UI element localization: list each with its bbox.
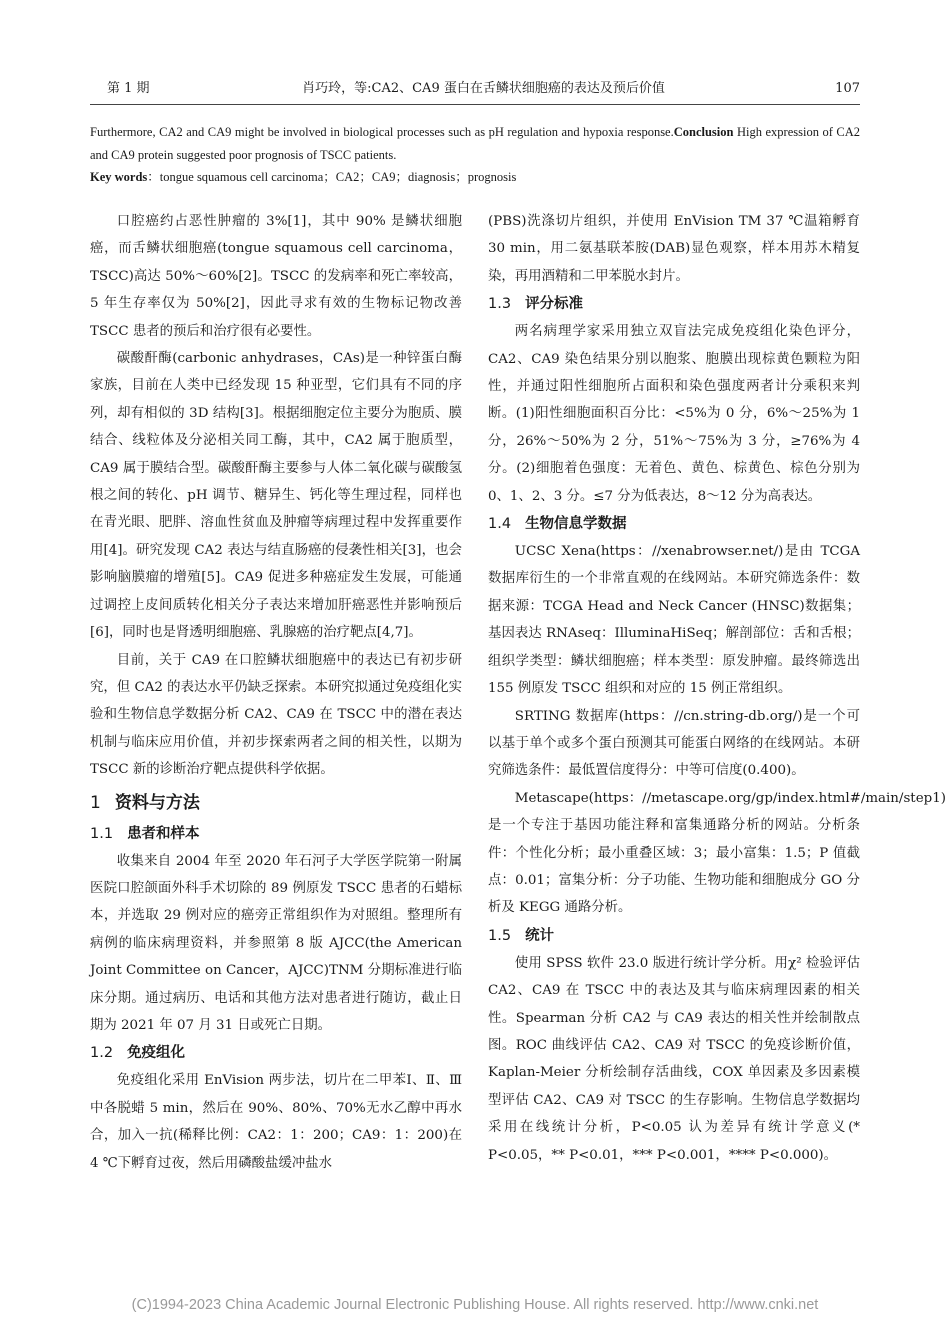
issue-number: 第 1 期 <box>107 81 150 96</box>
ucsc-paragraph: UCSC Xena(https：//xenabrowser.net/)是由 TCGA 数据库衍生的一个非常直观的在线网站。本研究筛选条件：数据来源：TCGA Head and Neck Cancer (HNSC)数据集；基因表达 RNAseq：IlluminaHiSeq；解剖部位：舌和舌根；组织学类型：鳞状细胞癌；样本类型：原发肿瘤。最终筛选出 155 例原发 TSCC 组织和对应的 15 例正常组织。 <box>488 544 860 697</box>
left-column <box>90 208 462 1177</box>
patients-paragraph: 收集来自 2004 年至 2020 年石河子大学医学院第一附属医院口腔颌面外科手术切除的 89 例原发 TSCC 患者的石蜡标本，并选取 29 例对应的癌旁正常组织作为对照组。整理所有病例的临床病理资料，并参照第 8 版 AJCC(the American Joint Committee on Cancer，AJCC)TNM 分期标准进行临床分期。通过病历、电话和其他方法对患者进行随访，截止日期为 2021 年 07 月 31 日或死亡日期。 <box>90 853 462 1033</box>
subsection-heading-1-4 <box>488 510 860 538</box>
intro-paragraph-2: 碳酸酐酶(carbonic anhydrases，CAs)是一种锌蛋白酶家族，目前在人类中已经发现 15 种亚型，它们具有不同的序列，却有相似的 3D 结构[3]。根据细胞定位主要分为胞质、膜结合、线粒体及分泌相关同工酶，其中，CA2 属于胞质型，CA9 属于膜结合型。碳酸酐酶主要参与人体二氧化碳与碳酸氢根之间的转化、pH 调节、糖异生、钙化等生理过程，同样也在青光眼、肥胖、溶血性贫血及肿瘤等病理过程中发挥重要作用[4]。研究发现 CA2 表达与结直肠癌的侵袭性相关[3]，也会影响脑膜瘤的增殖[5]。CA9 促进多种癌症发生发展，可能通过调控上皮间质转化相关分子表达来增加肝癌恶性并影响预后[6]，同时也是肾透明细胞癌、乳腺癌的治疗靶点[4,7]。 <box>90 351 462 641</box>
abstract-block <box>90 121 860 189</box>
subsection-title: 免疫组化 <box>127 1045 186 1062</box>
subsection-heading-1-2 <box>90 1039 462 1067</box>
section-title: 资料与方法 <box>114 792 200 813</box>
right-column <box>488 208 946 1169</box>
subsection-number: 1.4 <box>488 516 512 533</box>
intro-paragraph-1: 口腔癌约占恶性肿瘤的 3%[1]，其中 90% 是鳞状细胞癌，而舌鳞状细胞癌(tongue squamous cell carcinoma，TSCC)高达 50%～60%[2]。TSCC 的发病率和死亡率较高，5 年生存率仅为 50%[2]，因此寻求有效的生物标记物改善 TSCC 患者的预后和治疗很有必要性。 <box>90 214 462 339</box>
conclusion-label: Conclusion <box>673 125 734 139</box>
subsection-number: 1.3 <box>488 296 512 313</box>
subsection-heading-1-5 <box>488 922 860 950</box>
subsection-heading-1-1 <box>90 820 462 848</box>
subsection-number: 1.5 <box>488 927 512 944</box>
subsection-number: 1.2 <box>90 1045 114 1062</box>
subsection-title: 统计 <box>525 927 555 944</box>
keywords-text: ：tongue squamous cell carcinoma；CA2；CA9；diagnosis；prognosis <box>147 170 517 184</box>
string-paragraph: SRTING 数据库(https：//cn.string-db.org/)是一个可以基于单个或多个蛋白预测其可能蛋白网络的在线网站。本研究筛选条件：最低置信度得分：中等可信度(0.400)。 <box>488 708 860 779</box>
ihc-paragraph: 免疫组化采用 EnVision 两步法，切片在二甲苯Ⅰ、Ⅱ、Ⅲ中各脱蜡 5 min，然后在 90%、80%、70%无水乙醇中再水合，加入一抗(稀释比例：CA2：1：200；CA9：1：200)在 4 ℃下孵育过夜，然后用磷酸盐缓冲盐水 <box>90 1073 462 1171</box>
keywords-label: Key words <box>90 170 148 184</box>
subsection-title: 生物信息学数据 <box>525 516 627 533</box>
section-number: 1 <box>90 792 101 813</box>
running-header <box>107 80 860 102</box>
subsection-number: 1.1 <box>90 825 114 842</box>
metascape-paragraph: Metascape(https：//metascape.org/gp/index.html#/main/step1)是一个专注于基因功能注释和富集通路分析的网站。分析条件：个性化分析；最小重叠区域：3；最小富集：1.5；P 值截点：0.01；富集分析：分子功能、生物功能和细胞成分 GO 分析及 KEGG 通路分析。 <box>488 790 946 916</box>
conclusion-text: High expression of CA2 and CA9 protein suggested poor prognosis of TSCC patients. <box>90 125 860 162</box>
scoring-paragraph: 两名病理学家采用独立双盲法完成免疫组化染色评分，CA2、CA9 染色结果分别以胞浆、胞膜出现棕黄色颗粒为阳性，并通过阳性细胞所占面积和染色强度两者计分乘积来判断。(1)阳性细胞面积百分比：<5%为 0 分，6%～25%为 1 分，26%～50%为 2 分，51%～75%为 3 分，≥76%为 4 分。(2)细胞着色强度：无着色、黄色、棕黄色、棕色分别为 0、1、2、3 分。≤7 分为低表达，8～12 分为高表达。 <box>488 324 860 504</box>
copyright-footer: (C)1994-2023 China Academic Journal Electronic Publishing House. All rights reserved. http://www.cnki.net <box>131 1297 819 1313</box>
subsection-title: 患者和样本 <box>127 825 200 842</box>
intro-paragraph-3: 目前，关于 CA9 在口腔鳞状细胞癌中的表达已有初步研究，但 CA2 的表达水平仍缺乏探索。本研究拟通过免疫组化实验和生物信息学数据分析 CA2、CA9 在 TSCC 中的潜在表达机制与临床应用价值，并初步探索两者之间的相关性，以期为 TSCC 新的诊断治疗靶点提供科学依据。 <box>90 652 462 778</box>
running-title: 肖巧玲，等:CA2、CA9 蛋白在舌鳞状细胞癌的表达及预后价值 <box>302 81 665 96</box>
page-number: 107 <box>835 81 860 96</box>
subsection-title: 评分标准 <box>525 296 584 313</box>
header-rule <box>90 104 860 105</box>
section-heading-1 <box>90 786 462 820</box>
abstract-text: Furthermore, CA2 and CA9 might be involved in biological processes such as pH regulation and hypoxia response. <box>90 125 674 139</box>
ihc-continued-paragraph: (PBS)洗涤切片组织，并使用 EnVision TM 37 ℃温箱孵育 30 min，用二氨基联苯胺(DAB)显色观察，样本用苏木精复染，再用酒精和二甲苯脱水封片。 <box>488 214 860 284</box>
statistics-paragraph: 使用 SPSS 软件 23.0 版进行统计学分析。用χ² 检验评估 CA2、CA9 在 TSCC 中的表达及其与临床病理因素的相关性。Spearman 分析 CA2 与 CA9 表达的相关性并绘制散点图。ROC 曲线评估 CA2、CA9 对 TSCC 的免疫诊断价值，Kaplan-Meier 分析绘制存活曲线，COX 单因素及多因素模型评估 CA2、CA9 对 TSCC 的生存影响。生物信息学数据均采用在线统计分析，P<0.05 认为差异有统计学意义(* P<0.05，** P<0.01，*** P<0.001，**** P<0.000)。 <box>488 955 860 1163</box>
subsection-heading-1-3 <box>488 290 860 318</box>
